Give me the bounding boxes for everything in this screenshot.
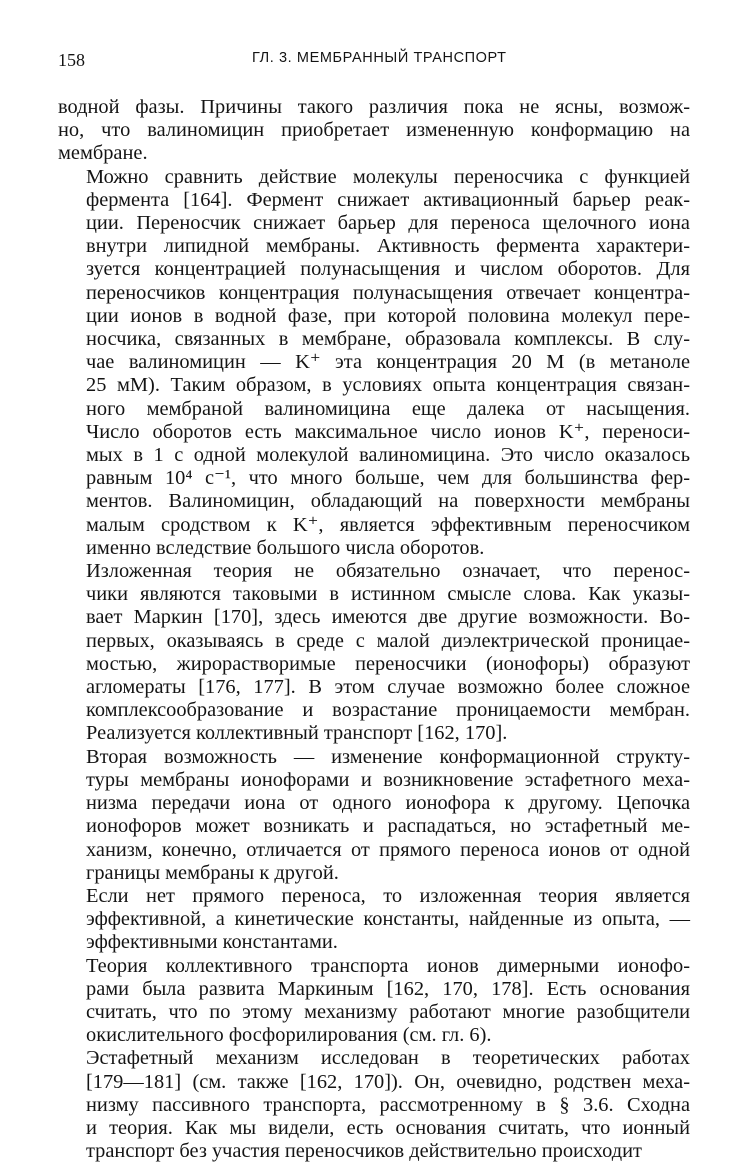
text-line: границы мембраны к другой.: [86, 861, 339, 884]
text-line: ции. Переносчик снижает барьер для переноса щелочного иона: [86, 212, 690, 235]
text-line: эффективной, а кинетические константы, найденные из опыта, —: [86, 908, 690, 931]
text-line: Вторая возможность — изменение конформационной структу-: [86, 745, 690, 768]
page-number: 158: [58, 50, 85, 70]
text-line: первых, оказываясь в среде с малой диэлектрической проницае-: [86, 629, 690, 652]
text-line: ионофоров может возникать и распадаться, но эстафетный ме-: [86, 815, 690, 838]
text-line: транспорт без участия переносчиков действительно происходит: [86, 1140, 642, 1163]
text-line: ментов. Валиномицин, обладающий на поверхности мембраны: [86, 490, 690, 513]
text-line: низму пассивного транспорта, рассмотренному в § 3.6. Сходна: [86, 1093, 690, 1116]
text-line: малым сродством к K⁺, является эффективным переносчиком: [86, 513, 690, 536]
text-line: Число оборотов есть максимальное число ионов K⁺, переноси-: [86, 420, 690, 443]
text-line: считать, что по этому механизму работают многие разобщители: [86, 1000, 690, 1023]
paragraph: [58, 166, 690, 560]
text-line: Эстафетный механизм исследован в теоретических работах: [86, 1047, 690, 1070]
text-line: мых в 1 с одной молекулой валиномицина. Это число оказалось: [86, 444, 690, 467]
text-line: мембране.: [58, 142, 148, 165]
text-line: комплексообразование и возрастание проницаемости мембран.: [86, 699, 690, 722]
text-line: зуется концентрацией полунасыщения и числом оборотов. Для: [86, 258, 690, 281]
text-line: рами была развита Маркиным [162, 170, 178]. Есть основания: [86, 977, 690, 1000]
text-line: но, что валиномицин приобретает измененную конформацию на: [58, 119, 690, 142]
text-line: окислительного фосфорилирования (см. гл. 6).: [86, 1024, 492, 1047]
text-line: Реализуется коллективный транспорт [162, 170].: [86, 722, 508, 745]
text-line: внутри липидной мембраны. Активность фермента характери-: [86, 235, 690, 258]
text-line: ного мембраной валиномицина еще далека от насыщения.: [86, 397, 690, 420]
text-line: ции ионов в водной фазе, при которой половина молекул пере-: [86, 304, 690, 327]
running-head: ГЛ. 3. МЕМБРАННЫЙ ТРАНСПОРТ: [252, 50, 507, 66]
text-line: вает Маркин [170], здесь имеются две другие возможности. Во-: [86, 606, 690, 629]
text-line: 25 мМ). Таким образом, в условиях опыта концентрация связан-: [86, 374, 690, 397]
paragraph: [58, 96, 690, 166]
text-line: Если нет прямого переноса, то изложенная теория является: [86, 884, 690, 907]
text-line: эффективными константами.: [86, 931, 338, 954]
text-line: Изложенная теория не обязательно означает, что перенос-: [86, 560, 690, 583]
text-line: именно вследствие большого числа оборотов.: [86, 536, 485, 559]
paragraph: [58, 560, 690, 746]
text-line: равным 10⁴ с⁻¹, что много больше, чем для большинства фер-: [86, 467, 690, 490]
text-line: Можно сравнить действие молекулы переносчика с функцией: [86, 165, 690, 188]
text-line: чае валиномицин — K⁺ эта концентрация 20 M (в метаноле: [86, 351, 690, 374]
text-line: чики являются таковыми в истинном смысле слова. Как указы-: [86, 583, 690, 606]
text-line: мостью, жирорастворимые переносчики (ионофоры) образуют: [86, 652, 690, 675]
text-line: ханизм, конечно, отличается от прямого переноса ионов от одной: [86, 838, 690, 861]
paragraph: [58, 1047, 690, 1163]
text-line: переносчиков концентрация полунасыщения отвечает концентра-: [86, 281, 690, 304]
body-text: [58, 96, 690, 1163]
page-header: [58, 50, 690, 80]
book-page: [58, 50, 690, 1163]
text-line: агломераты [176, 177]. В этом случае возможно более сложное: [86, 676, 690, 699]
text-line: и теория. Как мы видели, есть основания считать, что ионный: [86, 1116, 690, 1139]
text-line: водной фазы. Причины такого различия пока не ясны, возмож-: [58, 96, 690, 118]
text-line: низма передачи иона от одного ионофора к другому. Цепочка: [86, 792, 690, 815]
text-line: Теория коллективного транспорта ионов димерными ионофо-: [86, 954, 690, 977]
paragraph: [58, 955, 690, 1048]
text-line: носчика, связанных в мембране, образовала комплексы. В слу-: [86, 328, 690, 351]
text-line: туры мембраны ионофорами и возникновение эстафетного меха-: [86, 768, 690, 791]
text-line: [179—181] (см. также [162, 170]). Он, очевидно, родствен меха-: [86, 1070, 690, 1093]
paragraph: [58, 746, 690, 885]
paragraph: [58, 885, 690, 955]
text-line: фермента [164]. Фермент снижает активационный барьер реак-: [86, 188, 690, 211]
